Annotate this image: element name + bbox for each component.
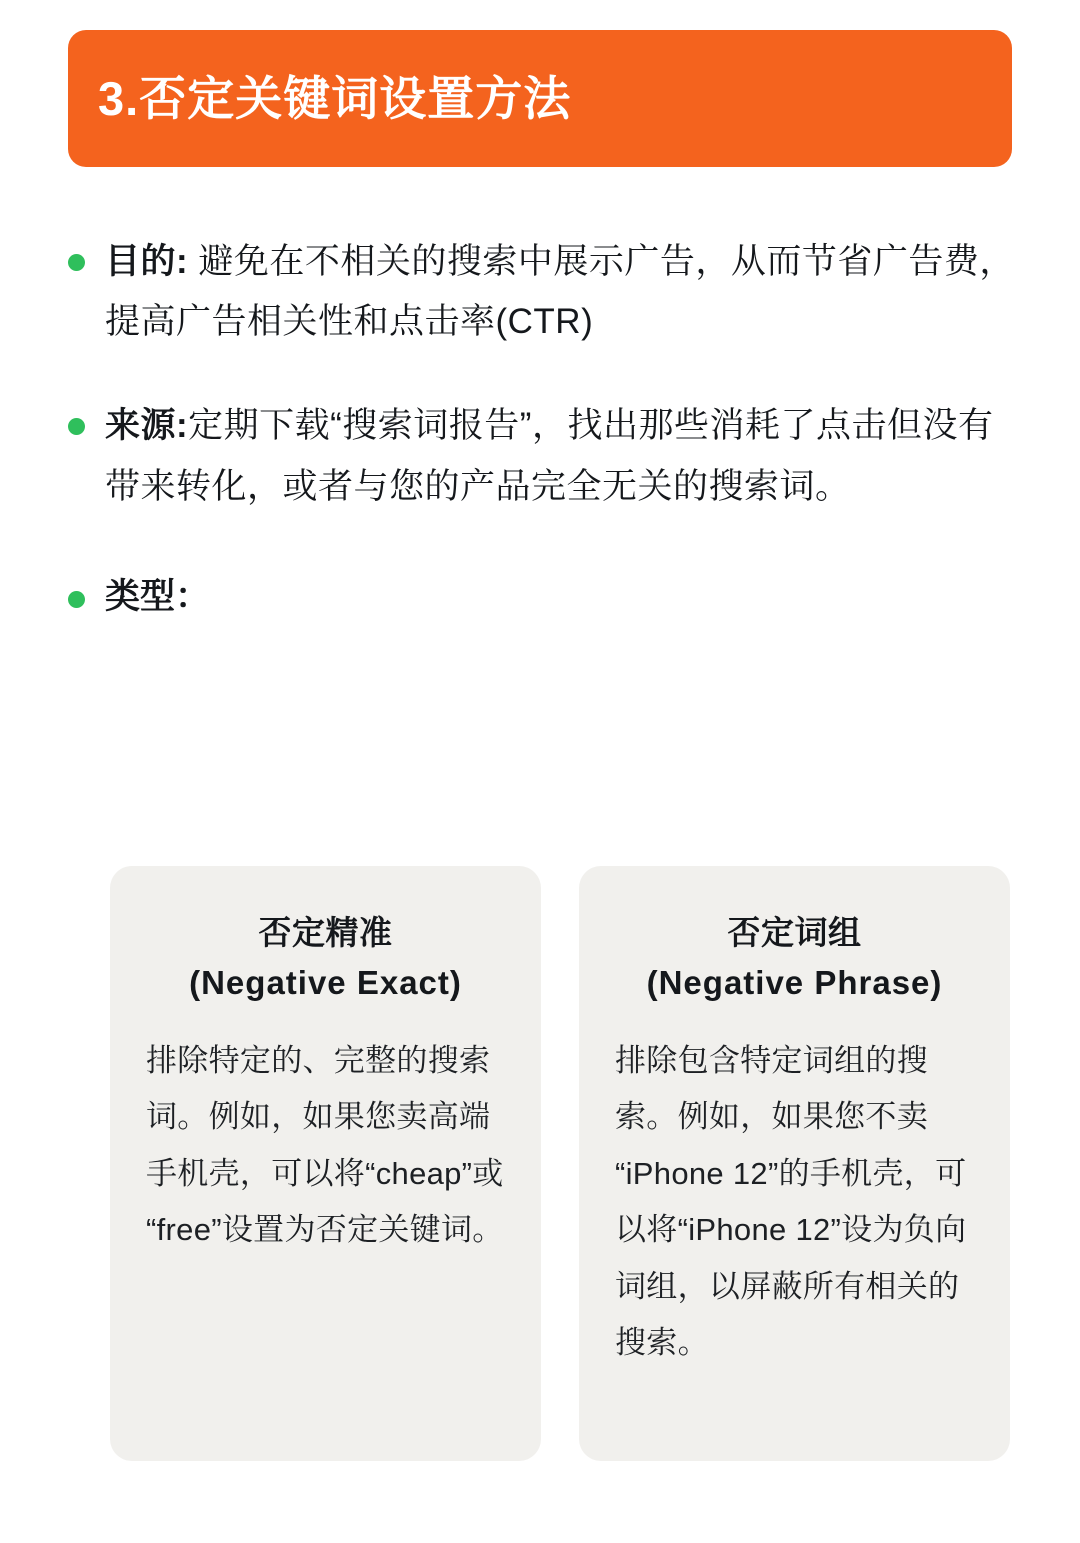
types-label: 类型： [105, 576, 211, 616]
type-card-negative-phrase [579, 866, 1010, 1461]
card-title-cn: 否定精准 [258, 914, 393, 951]
bullet-body: 避免在不相关的搜索中展示广告，从而节省广告费，提高广告相关性和点击率(CTR) [105, 242, 1015, 342]
bullet-dot-icon [68, 591, 85, 608]
page-title: 3.否定关键词设置方法 [98, 71, 572, 125]
card-body: 排除包含特定词组的搜索。例如，如果您不卖“iPhone 12”的手机壳，可以将“iPhone 12”设为负向词组，以屏蔽所有相关的搜索。 [615, 1043, 967, 1361]
bullet-content [105, 396, 1028, 516]
card-body: 排除特定的、完整的搜索词。例如，如果您卖高端手机壳，可以将“cheap”或“free”设置为否定关键词。 [146, 1043, 504, 1248]
list-item-types [68, 569, 1028, 625]
list-item [68, 396, 1028, 516]
bullet-content [105, 232, 1028, 352]
bullet-label: 目的: [105, 242, 189, 281]
card-title [146, 908, 505, 1007]
bullet-label: 来源: [105, 406, 189, 446]
type-card-group [110, 866, 1010, 1461]
list-item [68, 232, 1028, 352]
card-title-en: (Negative Exact) [189, 963, 462, 1001]
section-header-banner [68, 30, 1012, 167]
card-title-cn: 否定词组 [727, 914, 862, 951]
bullet-list [68, 232, 1028, 625]
bullet-dot-icon [68, 254, 85, 271]
bullet-dot-icon [68, 418, 85, 435]
card-title [615, 908, 974, 1007]
type-card-negative-exact [110, 866, 541, 1461]
card-title-en: (Negative Phrase) [646, 963, 943, 1001]
bullet-body: 定期下载“搜索词报告”，找出那些消耗了点击但没有带来转化，或者与您的产品完全无关的搜索词。 [105, 406, 994, 506]
